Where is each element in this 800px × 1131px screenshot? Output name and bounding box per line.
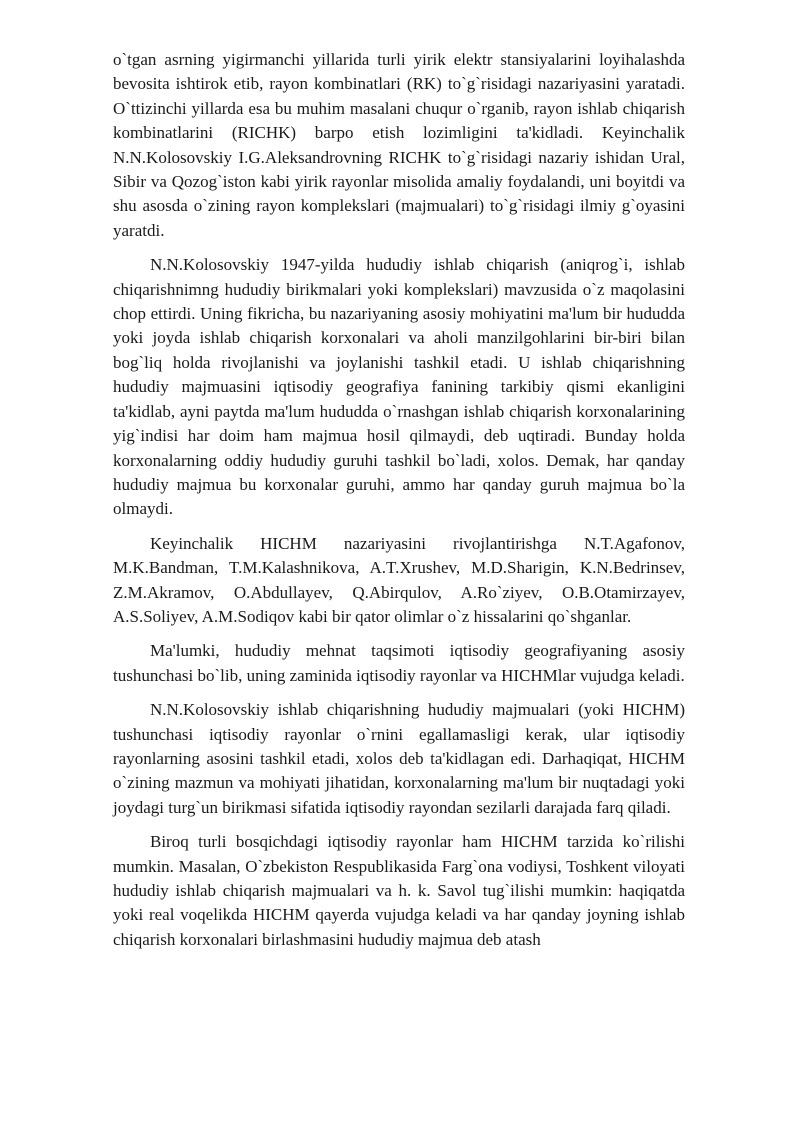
document-page	[113, 48, 685, 962]
paragraph: Biroq turli bosqichdagi iqtisodiy rayonlar ham HICHM tarzida ko`rilishi mumkin. Masalan, O`zbekiston Respublikasida Farg`ona vodiysi, Toshkent viloyati hududiy ishlab chiqarish majmualari va h. k. Savol tug`ilishi mumkin: haqiqatda yoki real voqelikda HICHM qayerda vujudga keladi va har qanday joyning ishlab chiqarish korxonalari birlashmasini hududiy majmua deb atash	[113, 832, 685, 949]
paragraph: N.N.Kolosovskiy 1947-yilda hududiy ishlab chiqarish (aniqrog`i, ishlab chiqarishnimng hududiy birikmalari yoki komplekslari) mavzusida o`z maqolasini chop ettirdi. Uning fikricha, bu nazariyaning asosiy mohiyatini ma'lum bir hududda yoki joyda ishlab chiqarish korxonalari va aholi manzilgohlarini bir-biri bilan bog`liq holda rivojlanishi va joylanishi tashkil etadi. U ishlab chiqarishning hududiy majmuasini iqtisodiy geografiya fanining tarkibiy qismi ekanligini ta'kidlab, ayni paytda ma'lum hududda o`rnashgan ishlab chiqarish korxonalarining yig`indisi har doim ham majmua hosil qilmaydi, deb uqtiradi. Bunday holda korxonalarning oddiy hududiy guruhi tashkil bo`ladi, xolos. Demak, har qanday hududiy majmua bu korxonalar guruhi, ammo har qanday guruh majmua bo`la olmaydi.	[113, 255, 685, 519]
paragraph: N.N.Kolosovskiy ishlab chiqarishning hududiy majmualari (yoki HICHM) tushunchasi iqtisodiy rayonlar o`rnini egallamasligi kerak, ular iqtisodiy rayonlarning asosini tashkil etadi, xolos deb ta'kidlagan edi. Darhaqiqat, HICHM o`zining mazmun va mohiyati jihatidan, korxonalarning ma'lum bir nuqtadagi yoki joydagi turg`un birikmasi sifatida iqtisodiy rayondan sezilarli darajada farq qiladi.	[113, 700, 685, 817]
paragraph: Ma'lumki, hududiy mehnat taqsimoti iqtisodiy geografiyaning asosiy tushunchasi bo`lib, uning zaminida iqtisodiy rayonlar va HICHMlar vujudga keladi.	[113, 641, 685, 685]
paragraph: Keyinchalik HICHM nazariyasini rivojlantirishga N.T.Agafonov, M.K.Bandman, T.M.Kalashnikova, A.T.Xrushev, M.D.Sharigin, K.N.Bedrinsev, Z.M.Akramov, O.Abdullayev, Q.Abirqulov, A.Ro`ziyev, O.B.Otamirzayev, A.S.Soliyev, A.M.Sodiqov kabi bir qator olimlar o`z hissalarini qo`shganlar.	[113, 533, 685, 626]
paragraph: o`tgan asrning yigirmanchi yillarida turli yirik elektr stansiyalarini loyihalashda bevosita ishtirok etib, rayon kombinatlari (RK) to`g`risidagi nazariyasini yaratadi. O`ttizinchi yillarda esa bu muhim masalani chuqur o`rganib, rayon ishlab chiqarish kombinatlarini (RICHK) barpo etish lozimligini ta'kidladi. Keyinchalik N.N.Kolosovskiy I.G.Aleksandrovning RICHK to`g`risidagi nazariy ishidan Ural, Sibir va Qozog`iston kabi yirik rayonlar misolida amaliy foydalandi, uni boyitdi va shu asosda o`zining rayon komplekslari (majmualari) to`g`risidagi ilmiy g`oyasini yaratdi.	[113, 50, 685, 240]
